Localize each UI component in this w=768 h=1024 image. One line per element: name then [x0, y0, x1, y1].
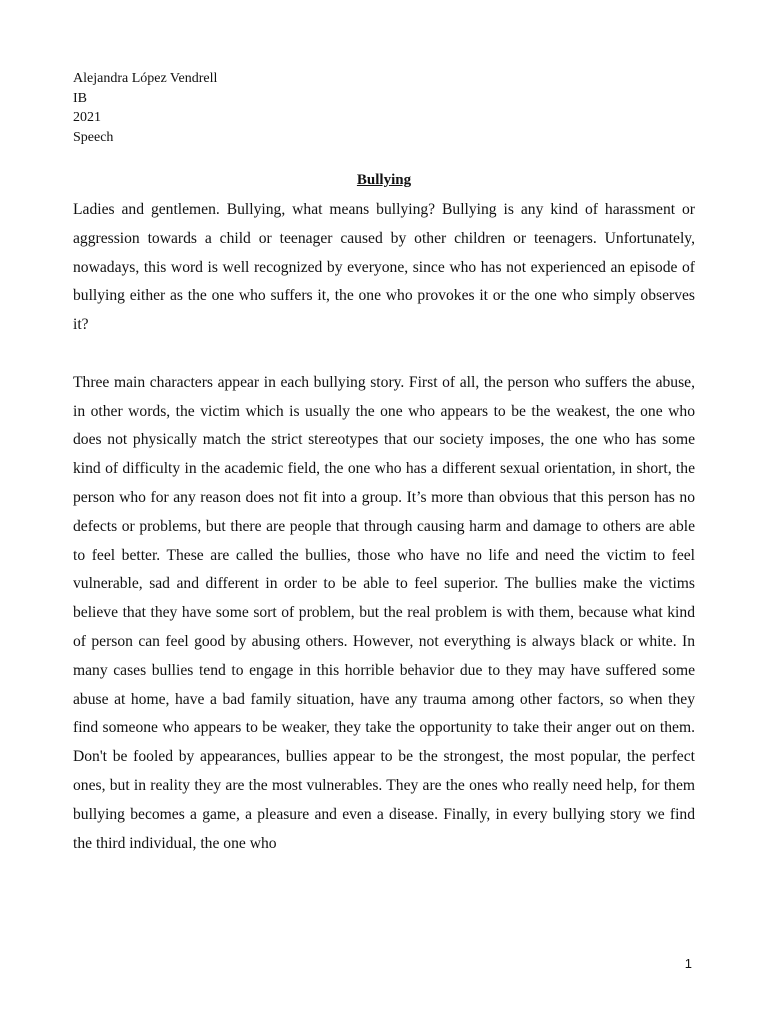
paragraph-characters: Three main characters appear in each bullying story. First of all, the person who suffers the abuse, in other words, the victim which is usually the one who appears to be the weakest, the one who does not physically match the strict stereotypes that our society imposes, the one who has some kind of difficulty in the academic field, the one who has a different sexual orientation, in short, the person who for any reason does not fit into a group. It’s more than obvious that this person has no defects or problems, but there are people that through causing harm and damage to others are able to feel better. These are called the bullies, those who have no life and need the victim to feel vulnerable, sad and different in order to be able to feel superior. The bullies make the victims believe that they have some sort of problem, but the real problem is with them, because what kind of person can feel good by abusing others. However, not everything is always black or white. In many cases bullies tend to engage in this horrible behavior due to they may have suffered some abuse at home, have a bad family situation, have any trauma among other factors, so when they find someone who appears to be weaker, they take the opportunity to take their anger out on them. Don't be fooled by appearances, bullies appear to be the strongest, the most popular, the perfect ones, but in reality they are the most vulnerables. They are the ones who really need help, for them bullying becomes a game, a pleasure and even a disease. Finally, in every bullying story we find the third individual, the one who	[73, 373, 695, 852]
program-name: IB	[73, 90, 87, 106]
page-number: 1	[684, 956, 692, 971]
document-header	[73, 69, 473, 147]
paragraph-intro: Ladies and gentlemen. Bullying, what means bullying? Bullying is any kind of harassment or aggression towards a child or teenager caused by other children or teenagers. Unfortunately, nowadays, this word is well recognized by everyone, since who has not experienced an episode of bullying either as the one who suffers it, the one who provokes it or the one who simply observes it?	[73, 201, 695, 334]
document-title: Bullying	[356, 172, 412, 188]
paragraph-spacer	[73, 340, 695, 369]
document-body	[73, 196, 695, 858]
document-type: Speech	[73, 129, 114, 145]
document-year: 2021	[73, 110, 101, 125]
author-name: Alejandra López Vendrell	[73, 71, 218, 86]
